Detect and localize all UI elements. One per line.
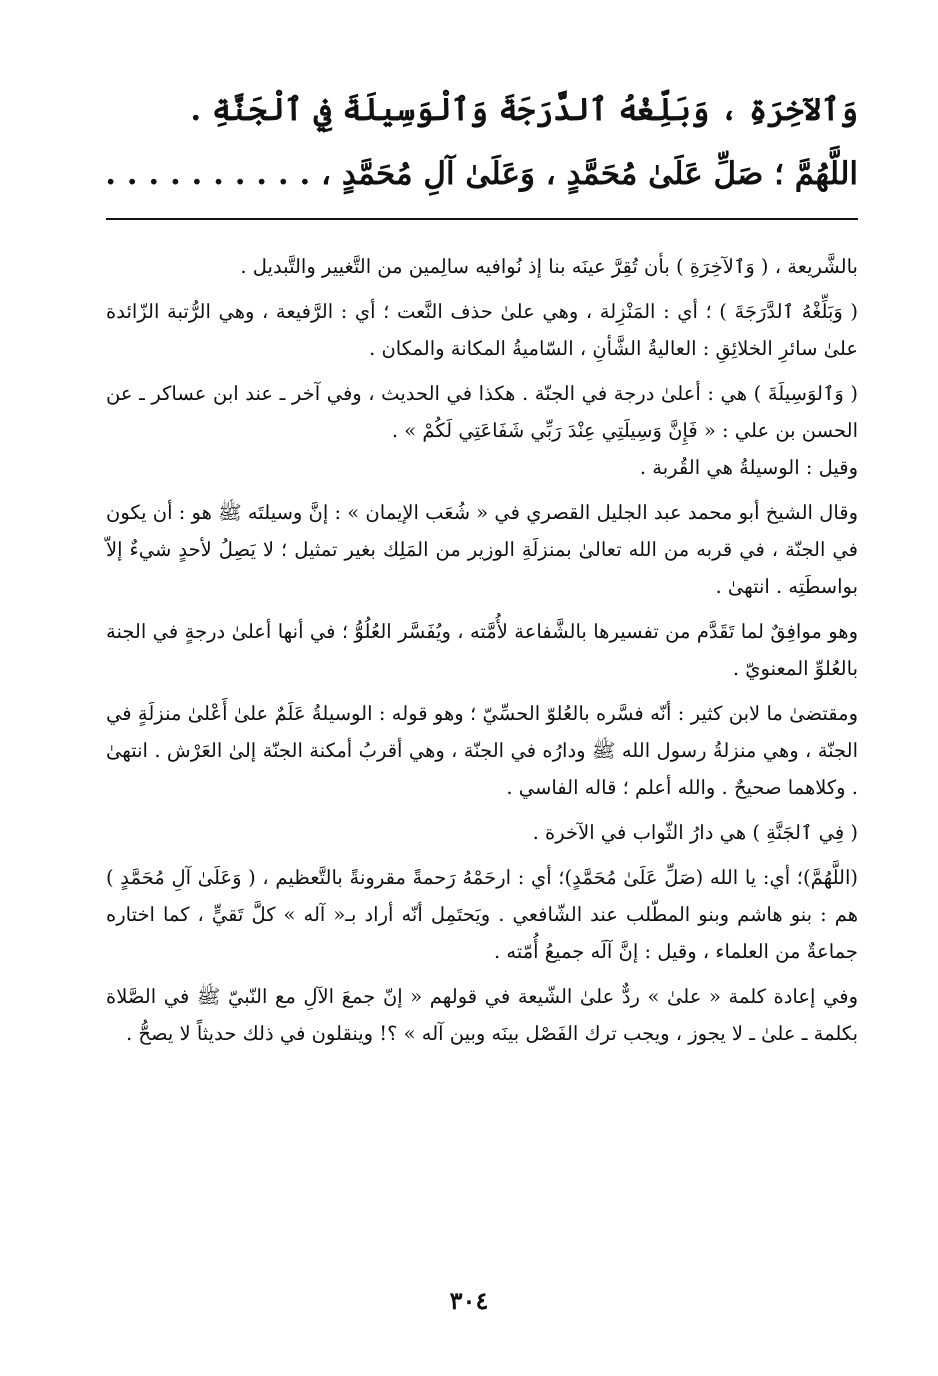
commentary-paragraph-9: (اللَّهُمَّ)؛ أي: يا الله (صَلِّ عَلَىٰ مُحَمَّدٍ)؛ أي : ارحَمْهُ رَحمةً مقرونةً بالتَّعظيم ، ( وَعَلَىٰ آلِ مُحَمَّدٍ ) هم : بنو هاشم وبنو المطّلب عند الشّافعي . ويَحتَمِل أنّه أراد بـ« آله » كلَّ تَقيٍّ ، كما اختاره جماعةٌ من العلماء ، وقيل : إنَّ آلَه جميعُ أُمّته . [106, 866, 858, 963]
commentary-paragraph-7: ومقتضىٰ ما لابن كثير : أنّه فسَّره بالعُلوّ الحسِّيّ ؛ وهو قوله : الوسيلةُ عَلَمٌ علىٰ أَعْلىٰ منزلَةٍ في الجنّة ، وهي منزلةُ رسول الله ﷺ ودارُه في الجنّة ، وهي أقربُ أمكنة الجنّة إلىٰ العَرْش . انتهىٰ . وكلاهما صحيحٌ . والله أعلم ؛ قاله الفاسي . [106, 702, 858, 799]
main-text [106, 78, 858, 206]
main-text-line-1: وَٱلآخِرَةِ ، وَبَلِّغْهُ ٱلدَّرَجَةَ وَٱلْوَسِيلَةَ فِي ٱلْجَنَّةِ . [190, 92, 858, 128]
commentary-paragraph-5: وقال الشيخ أبو محمد عبد الجليل القصري في « شُعَب الإيمان » : إنَّ وسيلتَه ﷺ هو : أن يكون في الجنّة ، في قربه من الله تعالىٰ بمنزلَةِ الوزير من المَلِك بغير تمثيل ؛ لا يَصِلُ لأحدٍ شيءٌ إلاّ بواسطَتِه . انتهىٰ . [106, 501, 858, 598]
page-number: ٣٠٤ [449, 1286, 489, 1315]
commentary [106, 248, 858, 1060]
commentary-paragraph-3: ( وَٱلوَسِيلَةَ ) هي : أعلىٰ درجة في الجنّة . هكذا في الحديث ، وفي آخر ـ عند ابن عساكر ـ عن الحسن بن علي : « فَإِنَّ وَسِيلَتِي عِنْدَ رَبِّي شَفَاعَتِي لَكُمْ » . [106, 382, 858, 442]
commentary-paragraph-8: ( فِي ٱلجَنَّةِ ) هي دارُ الثّواب في الآخرة . [532, 821, 858, 844]
commentary-paragraph-2: ( وَبَلِّغْهُ ٱلدَّرَجَةَ ) ؛ أي : المَنْزِلة ، وهي علىٰ حذف النَّعت ؛ أي : الرَّفيعة ، وهي الرُّتبة الزّائدة علىٰ سائرِ الخلائِقِ : العاليةُ الشَّأنِ ، السّاميةُ المكانة والمكان . [106, 300, 858, 360]
commentary-paragraph-1: بالشَّريعة ، ( وَٱلآخِرَةِ ) بأن تُقِرَّ عينَه بنا إذ نُوافيه سالِمين من التَّغيير والتَّبديل . [240, 255, 858, 278]
commentary-paragraph-10: وفي إعادة كلمة « علىٰ » ردٌّ علىٰ الشّيعة في قولهم « إنّ جمعَ الآلِ مع النّبيّ ﷺ في الصَّلاة بكلمة ـ علىٰ ـ لا يجوز ، ويجب ترك الفَصْل بينَه وبين آله » ؟! وينقلون في ذلك حديثاً لا يصحُّ . [106, 985, 858, 1045]
main-text-line-2: اللَّهُمَّ ؛ صَلِّ عَلَىٰ مُحَمَّدٍ ، وَعَلَىٰ آلِ مُحَمَّدٍ ، . . . . . . . . . . [105, 156, 858, 192]
commentary-paragraph-4: وقيل : الوسيلةُ هي القُربة . [639, 456, 858, 479]
commentary-paragraph-6: وهو موافِقٌ لما تَقَدَّم من تفسيرها بالشَّفاعة لأُمَّته ، ويُفَسَّر العُلُوُّ ؛ في أنها أعلىٰ درجةٍ في الجنة بالعُلوِّ المعنويّ . [106, 620, 858, 680]
footnote-separator [106, 218, 858, 220]
